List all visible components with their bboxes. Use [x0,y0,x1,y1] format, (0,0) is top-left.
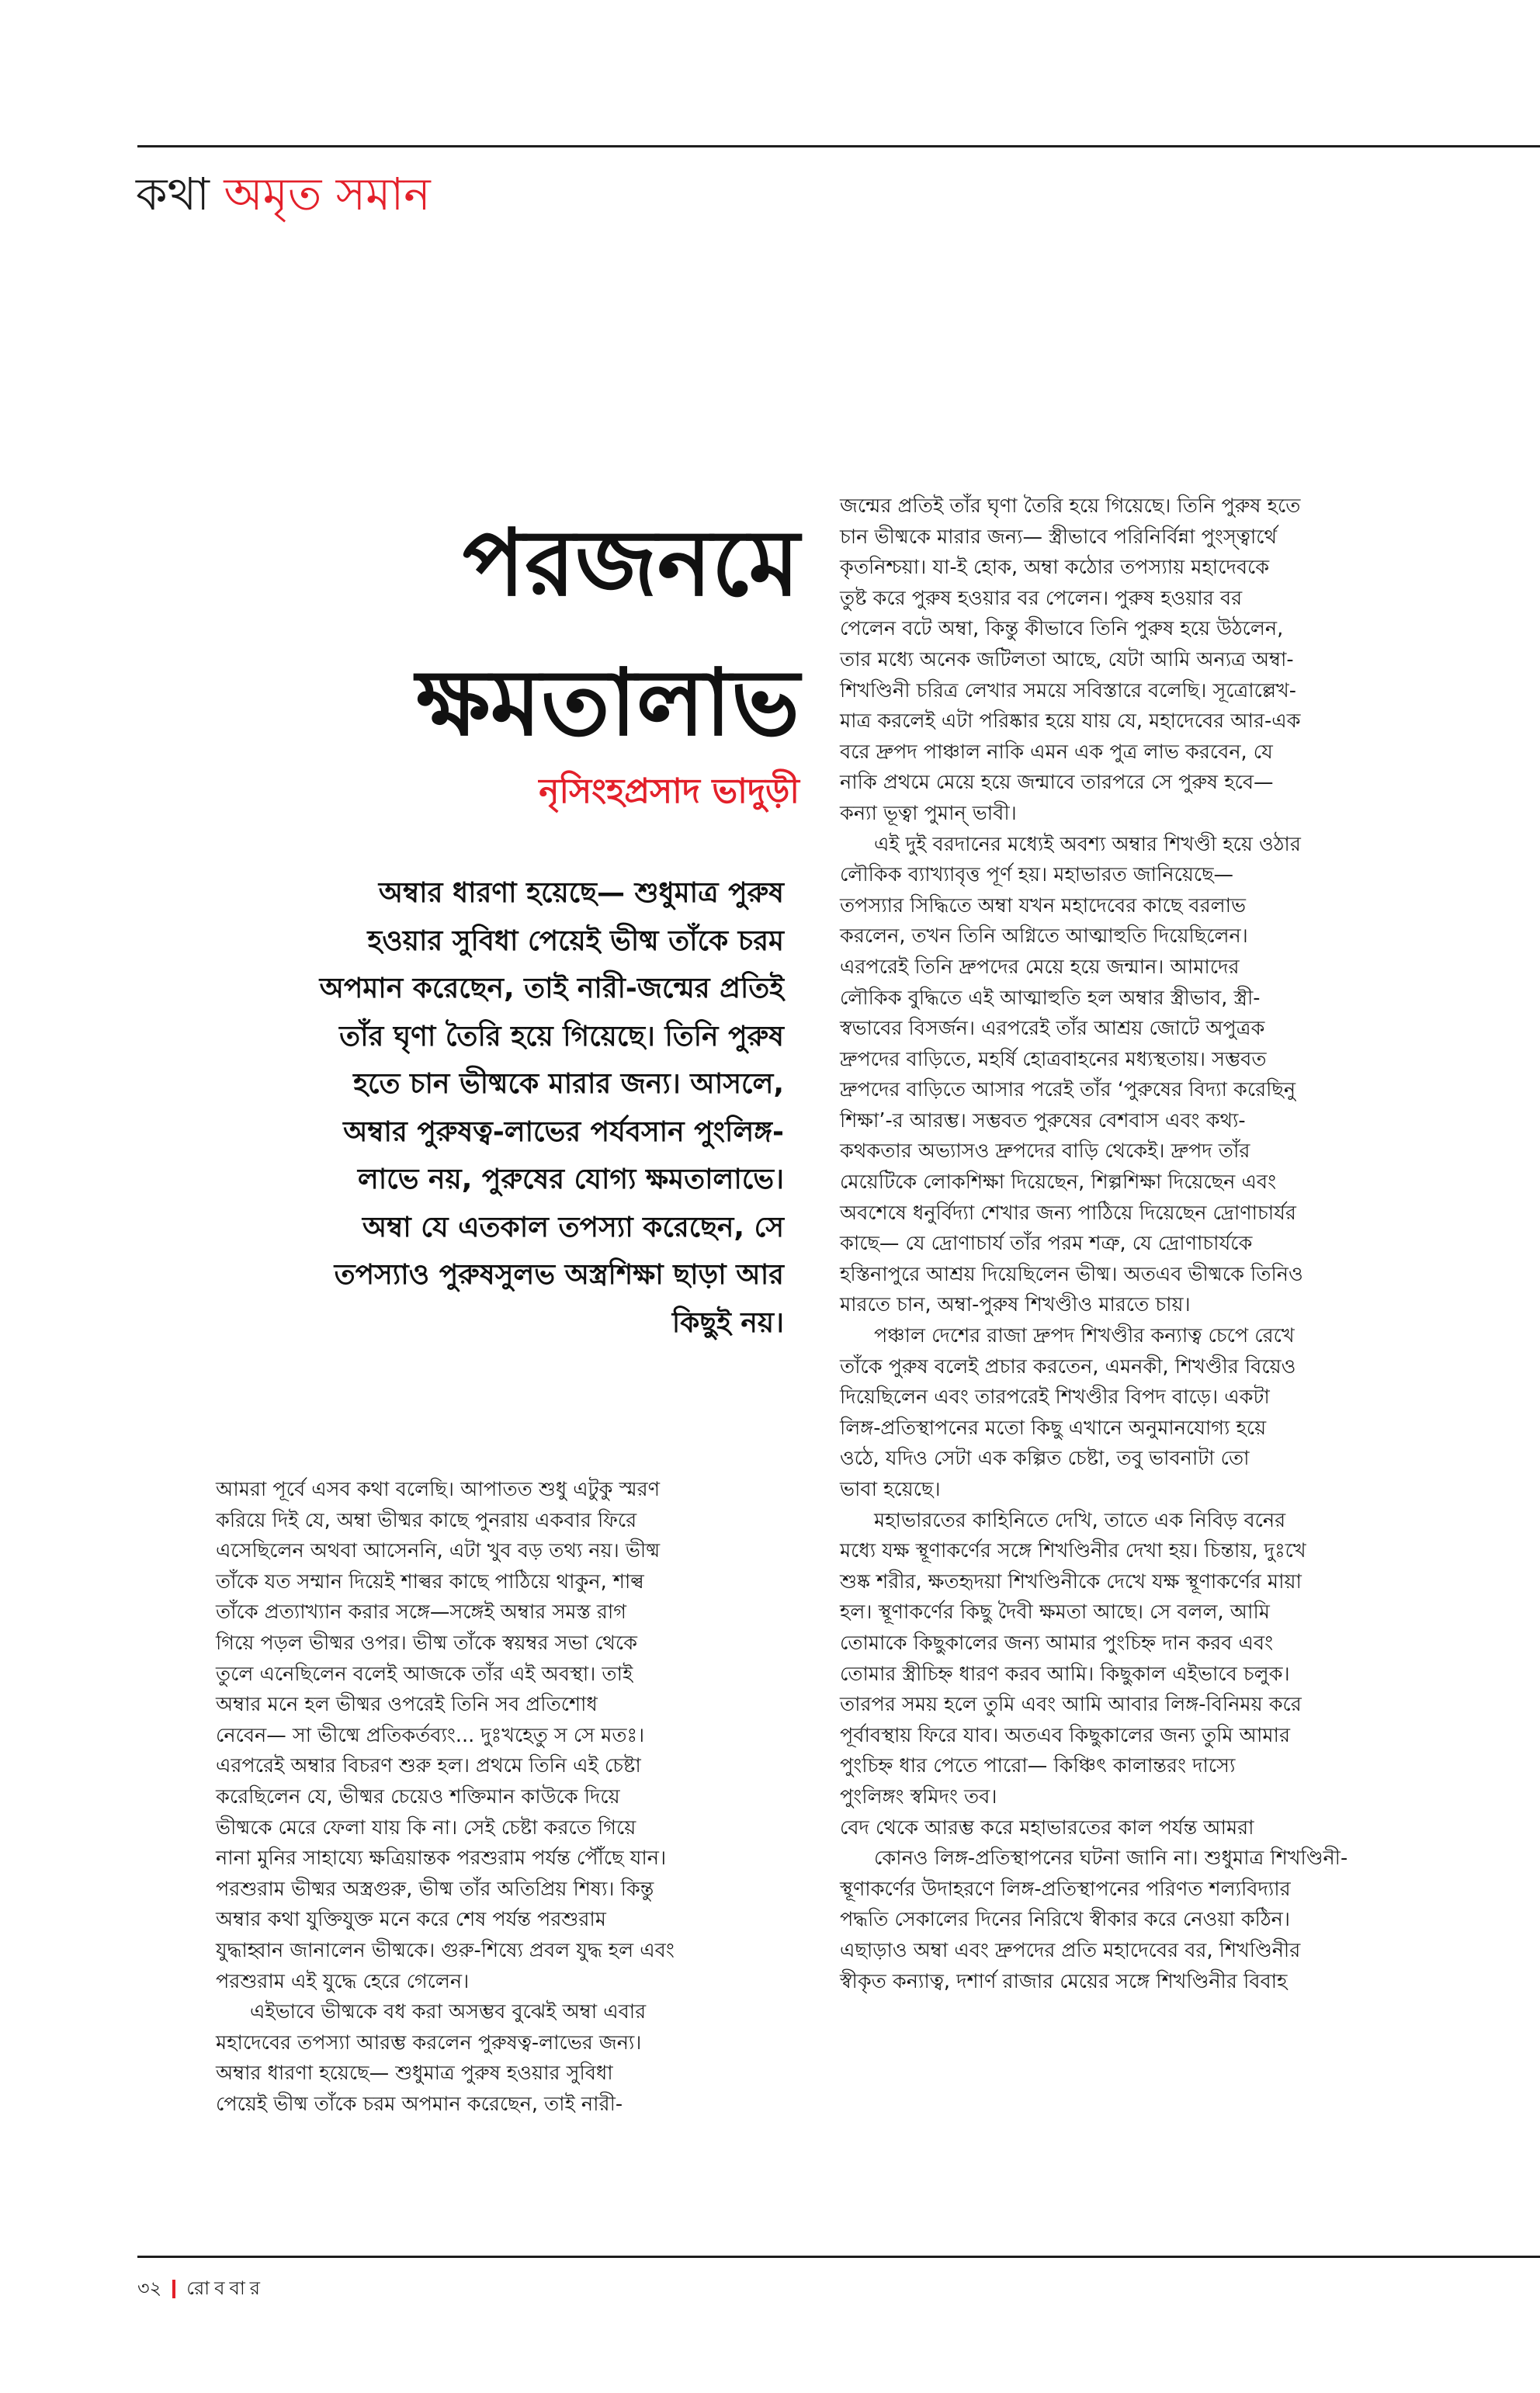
body-text-line: তপস্যার সিদ্ধিতে অম্বা যখন মহাদেবের কাছে বরলাভ [840,893,1247,917]
body-text-line: পেলেন বটে অম্বা, কিন্তু কীভাবে তিনি পুরুষ হয়ে উঠলেন, [840,617,1284,641]
body-text-line: অবশেষে ধনুর্বিদ্যা শেখার জন্য পাঠিয়ে দিয়েছেন দ্রোণাচার্যর [840,1201,1296,1225]
pull-quote-line: অম্বার পুরুষত্ব-লাভের পর্যবসান পুংলিঙ্গ- [343,1115,784,1148]
pull-quote-line: তাঁর ঘৃণা তৈরি হয়ে গিয়েছে। তিনি পুরুষ [339,1020,784,1053]
body-text-line: পরশুরাম এই যুদ্ধে হেরে গেলেন। [216,1969,470,1993]
body-text-line: তাঁকে প্রত্যাখ্যান করার সঙ্গে—সঙ্গেই অম্বার সমস্ত রাগ [216,1601,627,1625]
body-text-line: মাত্র করলেই এটা পরিষ্কার হয়ে যায় যে, মহাদেবের আর-এক [840,709,1301,734]
body-text-line: পুংচিহ্ন ধার পেতে পারো— কিঞ্চিৎ কালান্তরং দাস্যে [840,1754,1236,1778]
title-line: পরজনমে [463,508,799,616]
body-text-line: নেবেন— সা ভীষ্মে প্রতিকর্তব্যং... দুঃখহেতু স সে মতঃ। [216,1723,645,1747]
body-text-line: নানা মুনির সাহায্যে ক্ষত্রিয়ান্তক পরশুরাম পর্যন্ত পৌঁছে যান। [216,1847,667,1871]
body-text-line: এছাড়াও অম্বা এবং দ্রুপদের প্রতি মহাদেবের বর, শিখণ্ডিনীর [840,1938,1301,1962]
pull-quote [147,869,784,1347]
body-text-line: তাঁকে যত সম্মান দিয়েই শাল্বর কাছে পাঠিয়ে থাকুন, শাল্ব [216,1569,644,1594]
body-text-line: এই দুই বরদানের মধ্যেই অবশ্য অম্বার শিখণ্ডী হয়ে ওঠার [874,832,1301,856]
body-text-line: মারতে চান, অম্বা-পুরুষ শিখণ্ডীও মারতে চায়। [840,1293,1191,1317]
body-text-line: দ্রুপদের বাড়িতে, মহর্ষি হোত্রবাহনের মধ্যস্থতায়। সম্ভবত [840,1047,1267,1071]
article-title [256,493,799,772]
body-text-line: কথকতার অভ্যাসও দ্রুপদের বাড়ি থেকেই। দ্রুপদ তাঁর [840,1139,1250,1164]
body-text-line: আমরা পূর্বে এসব কথা বলেছি। আপাতত শুধু এটুকু স্মরণ [216,1478,661,1501]
body-text-line: করলেন, তখন তিনি অগ্নিতে আত্মাহুতি দিয়েছিলেন। [840,924,1248,949]
body-text-line: তাঁকে পুরুষ বলেই প্রচার করতেন, এমনকী, শিখণ্ডীর বিয়েও [840,1354,1296,1379]
body-text-line: হস্তিনাপুরে আশ্রয় দিয়েছিলেন ভীষ্ম। অতএব ভীষ্মকে তিনিও [840,1262,1303,1286]
body-text-line: জন্মের প্রতিই তাঁর ঘৃণা তৈরি হয়ে গিয়েছে। তিনি পুরুষ হতে [840,494,1301,518]
body-text-line: মহাভারতের কাহিনিতে দেখি, তাতে এক নিবিড় বনের [874,1508,1286,1532]
body-text-line: এসেছিলেন অথবা আসেননি, এটা খুব বড় তথ্য নয়। ভীষ্ম [216,1539,661,1563]
body-text-line: স্থূণাকর্ণের উদাহরণে লিঙ্গ-প্রতিস্থাপনের পরিণত শল্যবিদ্যার [840,1877,1291,1901]
body-text-line: স্বীকৃত কন্যাত্ব, দশার্ণ রাজার মেয়ের সঙ্গে শিখণ্ডিনীর বিবাহ [840,1969,1288,1993]
page-number: ৩২ [137,2277,162,2299]
body-text-line: লৌকিক ব্যাখ্যাবৃত্ত পূর্ণ হয়। মহাভারত জানিয়েছে— [840,863,1234,887]
body-text-line: ওঠে, যদিও সেটা এক কল্পিত চেষ্টা, তবু ভাবনাটা তো [840,1447,1250,1471]
body-text-line: শুষ্ক শরীর, ক্ষতহৃদয়া শিখণ্ডিনীকে দেখে যক্ষ স্থূণাকর্ণের মায়া [840,1569,1302,1594]
pull-quote-line: হতে চান ভীষ্মকে মারার জন্য। আসলে, [353,1068,784,1100]
body-text-line: পরশুরাম ভীষ্মর অস্ত্রগুরু, ভীষ্ম তাঁর অতিপ্রিয় শিষ্য। কিন্তু [216,1877,654,1901]
footer-separator [172,2280,175,2298]
body-text-line: এরপরেই অম্বার বিচরণ শুরু হল। প্রথমে তিনি এই চেষ্টা [216,1754,641,1778]
body-text-line: নাকি প্রথমে মেয়ে হয়ে জন্মাবে তারপরে সে পুরুষ হবে— [840,771,1274,795]
body-text-line: ভীষ্মকে মেরে ফেলা যায় কি না। সেই চেষ্টা করতে গিয়ে [216,1816,636,1840]
body-text-line: লিঙ্গ-প্রতিস্থাপনের মতো কিছু এখানে অনুমানযোগ্য হয়ে [840,1416,1267,1440]
body-text-line: শিখণ্ডিনী চরিত্র লেখার সময়ে সবিস্তারে বলেছি। সূত্রোল্লেখ- [840,678,1296,702]
author-byline: নৃসিংহপ্রসাদ ভাদুড়ী [539,772,799,811]
body-column-left [216,1475,806,2120]
body-text-line: অম্বার মনে হল ভীষ্মর ওপরেই তিনি সব প্রতিশোধ [216,1693,598,1717]
pull-quote-line: লাভে নয়, পুরুষের যোগ্য ক্ষমতালাভে। [357,1164,784,1195]
body-text-line: তুলে এনেছিলেন বলেই আজকে তাঁর এই অবস্থা। তাই [216,1662,633,1686]
body-text-line: ভাবা হয়েছে। [840,1478,941,1501]
body-text-line: তোমার স্ত্রীচিহ্ন ধারণ করব আমি। কিছুকাল এইভাবে চলুক। [840,1662,1290,1686]
body-text-line: পদ্ধতি সেকালের দিনের নিরিখে স্বীকার করে নেওয়া কঠিন। [840,1908,1290,1932]
body-text-line: মেয়েটিকে লোকশিক্ষা দিয়েছেন, শিল্পশিক্ষা দিয়েছেন এবং [840,1170,1277,1195]
pull-quote-line: অম্বা যে এতকাল তপস্যা করেছেন, সে [362,1211,784,1243]
body-text-line: করেছিলেন যে, ভীষ্মর চেয়েও শক্তিমান কাউকে দিয়ে [216,1784,620,1809]
body-text-line: হল। স্থূণাকর্ণের কিছু দৈবী ক্ষমতা আছে। সে বলল, আমি [840,1601,1270,1625]
body-text-line: এইভাবে ভীষ্মকে বধ করা অসম্ভব বুঝেই অম্বা এবার [250,2000,647,2024]
body-text-line: তারপর সময় হলে তুমি এবং আমি আবার লিঙ্গ-বিনিময় করে [840,1693,1302,1717]
body-text-line: দিয়েছিলেন এবং তারপরেই শিখণ্ডীর বিপদ বাড়ে। একটা [840,1386,1270,1410]
body-text-line: লৌকিক বুদ্ধিতে এই আত্মাহুতি হল অম্বার স্ত্রীভাব, স্ত্রী- [840,986,1261,1010]
body-text-line: কোনও লিঙ্গ-প্রতিস্থাপনের ঘটনা জানি না। শুধুমাত্র শিখণ্ডিনী- [874,1847,1348,1871]
body-text-line: কাছে— যে দ্রোণাচার্য তাঁর পরম শত্রু, যে দ্রোণাচার্যকে [840,1232,1253,1256]
body-text-line: পেয়েই ভীষ্ম তাঁকে চরম অপমান করেছেন, তাই নারী- [216,2092,623,2116]
body-column-right [840,491,1453,1997]
body-text-line: বেদ থেকে আরম্ভ করে মহাভারতের কাল পর্যন্ত আমরা [840,1816,1254,1840]
body-text-line: মহাদেবের তপস্যা আরম্ভ করলেন পুরুষত্ব-লাভের জন্য। [216,2031,642,2055]
body-text-line: মধ্যে যক্ষ স্থূণাকর্ণের সঙ্গে শিখণ্ডিনীর দেখা হয়। চিন্তায়, দুঃখে [840,1539,1306,1563]
body-text-line: কন্যা ভূত্বা পুমান্ ভাবী। [840,801,1017,825]
body-text-line: যুদ্ধাহ্বান জানালেন ভীষ্মকে। গুরু-শিষ্যে প্রবল যুদ্ধ হল এবং [216,1938,675,1962]
body-text-line: স্বভাবের বিসর্জন। এরপরেই তাঁর আশ্রয় জোটে অপুত্রক [840,1017,1265,1041]
body-text-line: গিয়ে পড়ল ভীষ্মর ওপর। ভীষ্ম তাঁকে স্বয়ম্বর সভা থেকে [216,1631,637,1655]
section-highlight: অমৃত সমান [224,168,431,220]
body-text-line: অম্বার কথা যুক্তিযুক্ত মনে করে শেষ পর্যন্ত পরশুরাম [216,1908,606,1932]
title-line: ক্ষমতালাভ [416,648,799,756]
section-header [136,163,431,225]
body-text-line: এরপরেই তিনি দ্রুপদের মেয়ে হয়ে জন্মান। আমাদের [840,955,1240,979]
body-text-line: অম্বার ধারণা হয়েছে— শুধুমাত্র পুরুষ হওয়ার সুবিধা [216,2062,613,2086]
body-text-line: পুংলিঙ্গং স্বমিদং তব। [840,1784,997,1809]
body-text-line: তার মধ্যে অনেক জটিলতা আছে, যেটা আমি অন্যত্র অম্বা- [840,647,1294,671]
header-rule [137,145,1540,147]
body-text-line: দ্রুপদের বাড়িতে আসার পরেই তাঁর ‘পুরুষের বিদ্যা করেছিনু [840,1078,1296,1102]
body-text-line: চান ভীষ্মকে মারার জন্য— স্ত্রীভাবে পরিনির্বিন্না পুংস্ত্বার্থে [840,525,1278,549]
pull-quote-line: হওয়ার সুবিধা পেয়েই ভীষ্ম তাঁকে চরম [367,924,784,957]
magazine-name: রোববার [186,2277,265,2299]
pull-quote-line: অম্বার ধারণা হয়েছে— শুধুমাত্র পুরুষ [378,877,784,909]
body-text-line: তোমাকে কিছুকালের জন্য আমার পুংচিহ্ন দান করব এবং [840,1631,1274,1655]
pull-quote-line: তপস্যাও পুরুষসুলভ অস্ত্রশিক্ষা ছাড়া আর [334,1259,784,1291]
body-text-line: কৃতনিশ্চয়া। যা-ই হোক, অম্বা কঠোর তপস্যায় মহাদেবকে [840,556,1270,580]
page-footer [137,2273,265,2304]
body-text-line: শিক্ষা’-র আরম্ভ। সম্ভবত পুরুষের বেশবাস এবং কথ্য- [840,1108,1246,1132]
body-text-line: পূর্বাবস্থায় ফিরে যাব। অতএব কিছুকালের জন্য তুমি আমার [840,1723,1290,1747]
body-text-line: পঞ্চাল দেশের রাজা দ্রুপদ শিখণ্ডীর কন্যাত্ব চেপে রেখে [874,1324,1295,1348]
body-text-line: বরে দ্রুপদ পাঞ্চাল নাকি এমন এক পুত্র লাভ করবেন, যে [840,740,1273,764]
footer-rule [137,2256,1540,2258]
pull-quote-line: কিছুই নয়। [671,1306,784,1339]
body-text-line: করিয়ে দিই যে, অম্বা ভীষ্মর কাছে পুনরায় একবার ফিরে [216,1508,637,1532]
pull-quote-line: অপমান করেছেন, তাই নারী-জন্মের প্রতিই [319,973,784,1004]
section-prefix: কথা [136,168,210,220]
body-text-line: তুষ্ট করে পুরুষ হওয়ার বর পেলেন। পুরুষ হওয়ার বর [840,586,1243,610]
